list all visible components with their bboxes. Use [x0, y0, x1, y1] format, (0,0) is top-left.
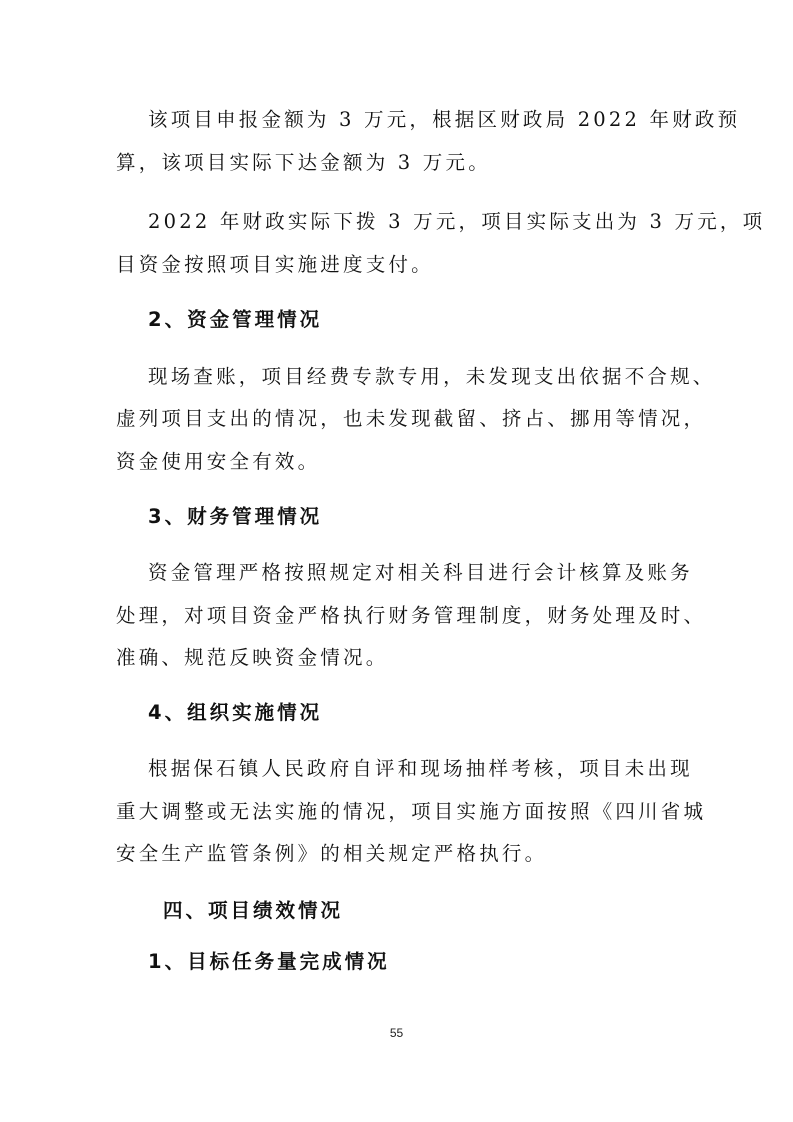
paragraph-line: 该项目申报金额为 3 万元，根据区财政局 2022 年财政预: [148, 108, 741, 131]
section-heading: 4、组织实施情况: [148, 701, 323, 724]
section-heading: 1、目标任务量完成情况: [148, 950, 390, 973]
paragraph-line: 2022 年财政实际下拨 3 万元，项目实际支出为 3 万元，项: [148, 210, 766, 233]
paragraph-line: 虚列项目支出的情况，也未发现截留、挤占、挪用等情况，: [116, 407, 707, 430]
paragraph-line: 处理，对项目资金严格执行财务管理制度，财务处理及时、: [116, 604, 707, 627]
paragraph-line: 资金使用安全有效。: [116, 450, 321, 473]
paragraph-line: 现场查账，项目经费专款专用，未发现支出依据不合规、: [148, 365, 716, 388]
section-heading: 3、财务管理情况: [148, 505, 323, 528]
paragraph-line: 重大调整或无法实施的情况，项目实施方面按照《四川省城: [116, 800, 707, 823]
paragraph-line: 算，该项目实际下达金额为 3 万元。: [116, 151, 491, 174]
chapter-heading: 四、项目绩效情况: [163, 899, 344, 922]
page-number: 55: [389, 1026, 404, 1040]
paragraph-line: 资金管理严格按照规定对相关科目进行会计核算及账务: [148, 561, 693, 584]
paragraph-line: 准确、规范反映资金情况。: [116, 646, 389, 669]
section-heading: 2、资金管理情况: [148, 308, 323, 331]
paragraph-line: 根据保石镇人民政府自评和现场抽样考核，项目未出现: [148, 757, 693, 780]
paragraph-line: 安全生产监管条例》的相关规定严格执行。: [116, 842, 548, 865]
paragraph-line: 目资金按照项目实施进度支付。: [116, 253, 434, 276]
